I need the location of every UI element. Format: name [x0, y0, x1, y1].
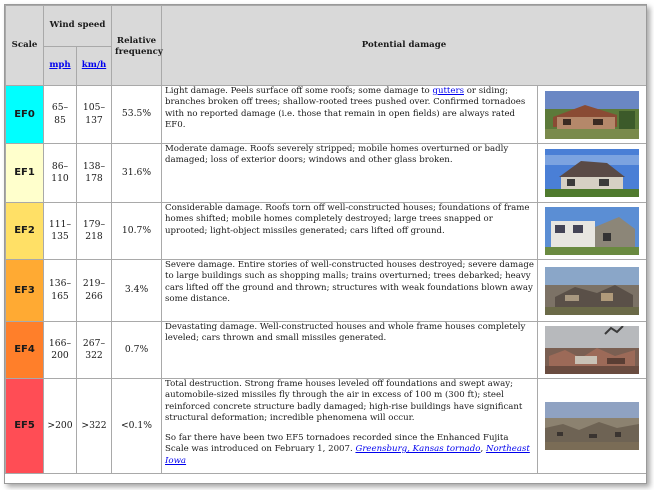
- frequency-value: 0.7%: [112, 322, 162, 379]
- kmh-value: 219–266: [77, 260, 112, 322]
- ef-scale-table: [5, 5, 647, 474]
- kmh-header: [77, 47, 112, 86]
- northeast-iowa-link[interactable]: Northeast Iowa: [165, 444, 530, 466]
- damage-description: Considerable damage. Roofs torn off well-constructed houses; foundations of frame homes shifted; mobile homes completely destroyed; large trees snapped or uprooted; light-object missiles generated; cars lifted off ground.: [162, 203, 538, 260]
- frequency-value: 53.5%: [112, 86, 162, 144]
- frequency-value: 10.7%: [112, 203, 162, 260]
- scale-header: Scale: [6, 6, 44, 86]
- mph-value: 86–110: [44, 144, 77, 203]
- damage-description: Severe damage. Entire stories of well-constructed houses destroyed; severe damage to large buildings such as shopping malls; trains overturned; trees debarked; heavy cars lifted off the ground and thrown; structures with weak foundations blown away some distance.: [162, 260, 538, 322]
- scale-label: EF4: [6, 322, 44, 379]
- mph-value: 136–165: [44, 260, 77, 322]
- scale-label: EF0: [6, 86, 44, 144]
- potential-damage-header: Potential damage: [162, 6, 647, 86]
- kmh-value: 179–218: [77, 203, 112, 260]
- table-frame: [4, 4, 647, 484]
- scale-label: EF1: [6, 144, 44, 203]
- mph-value: >200: [44, 379, 77, 474]
- frequency-value: 3.4%: [112, 260, 162, 322]
- damage-description: Total destruction. Strong frame houses leveled off foundations and swept away; automobile-sized missiles fly through the air in excess of 100 m (300 ft); steel reinforced concrete structure badly damaged; high-rise buildings have significant structural deformation; incredible phenomena will occur. So far there have been two EF5 tornadoes recorded since the Enhanced Fujita Scale was introduced on February 1, 2007. Greensburg, Kansas tornado, Northeast Iowa: [162, 379, 538, 474]
- kmh-value: 138–178: [77, 144, 112, 203]
- total-destruction-photo[interactable]: [545, 402, 639, 450]
- relative-frequency-header: Relative frequency: [112, 6, 162, 86]
- wind-speed-header: Wind speed: [44, 6, 112, 47]
- mph-value: 65–85: [44, 86, 77, 144]
- house-roof-damage-photo[interactable]: [545, 91, 639, 139]
- table-row: [6, 260, 647, 322]
- torn-roof-house-photo[interactable]: [545, 207, 639, 255]
- kmh-value: >322: [77, 379, 112, 474]
- destroyed-stories-photo[interactable]: [545, 267, 639, 315]
- gutters-link[interactable]: gutters: [432, 86, 464, 96]
- scale-label: EF3: [6, 260, 44, 322]
- table-row: [6, 379, 647, 474]
- mph-header: [44, 47, 77, 86]
- kmh-link[interactable]: km/h: [81, 60, 107, 71]
- damage-description: Devastating damage. Well-constructed houses and whole frame houses completely leveled; cars thrown and small missiles generated.: [162, 322, 538, 379]
- frequency-value: <0.1%: [112, 379, 162, 474]
- kmh-value: 105–137: [77, 86, 112, 144]
- scale-label: EF5: [6, 379, 44, 474]
- table-row: [6, 86, 647, 144]
- kmh-value: 267–322: [77, 322, 112, 379]
- frequency-value: 31.6%: [112, 144, 162, 203]
- leveled-houses-photo[interactable]: [545, 326, 639, 374]
- mph-value: 166–200: [44, 322, 77, 379]
- table-row: [6, 203, 647, 260]
- damage-description: Moderate damage. Roofs severely stripped; mobile homes overturned or badly damaged; loss of exterior doors; windows and other glass broken.: [162, 144, 538, 203]
- mph-link[interactable]: mph: [49, 60, 71, 71]
- table-row: [6, 322, 647, 379]
- damage-description: Light damage. Peels surface off some roofs; some damage to gutters or siding; branches broken off trees; shallow-rooted trees pushed over. Confirmed tornadoes with no reported damage (i.e. those that remain in open fields) are always rated EF0.: [162, 86, 538, 144]
- scale-label: EF2: [6, 203, 44, 260]
- table-row: [6, 144, 647, 203]
- mph-value: 111–135: [44, 203, 77, 260]
- stripped-roof-photo[interactable]: [545, 149, 639, 197]
- greensburg-tornado-link[interactable]: Greensburg, Kansas tornado: [355, 444, 481, 455]
